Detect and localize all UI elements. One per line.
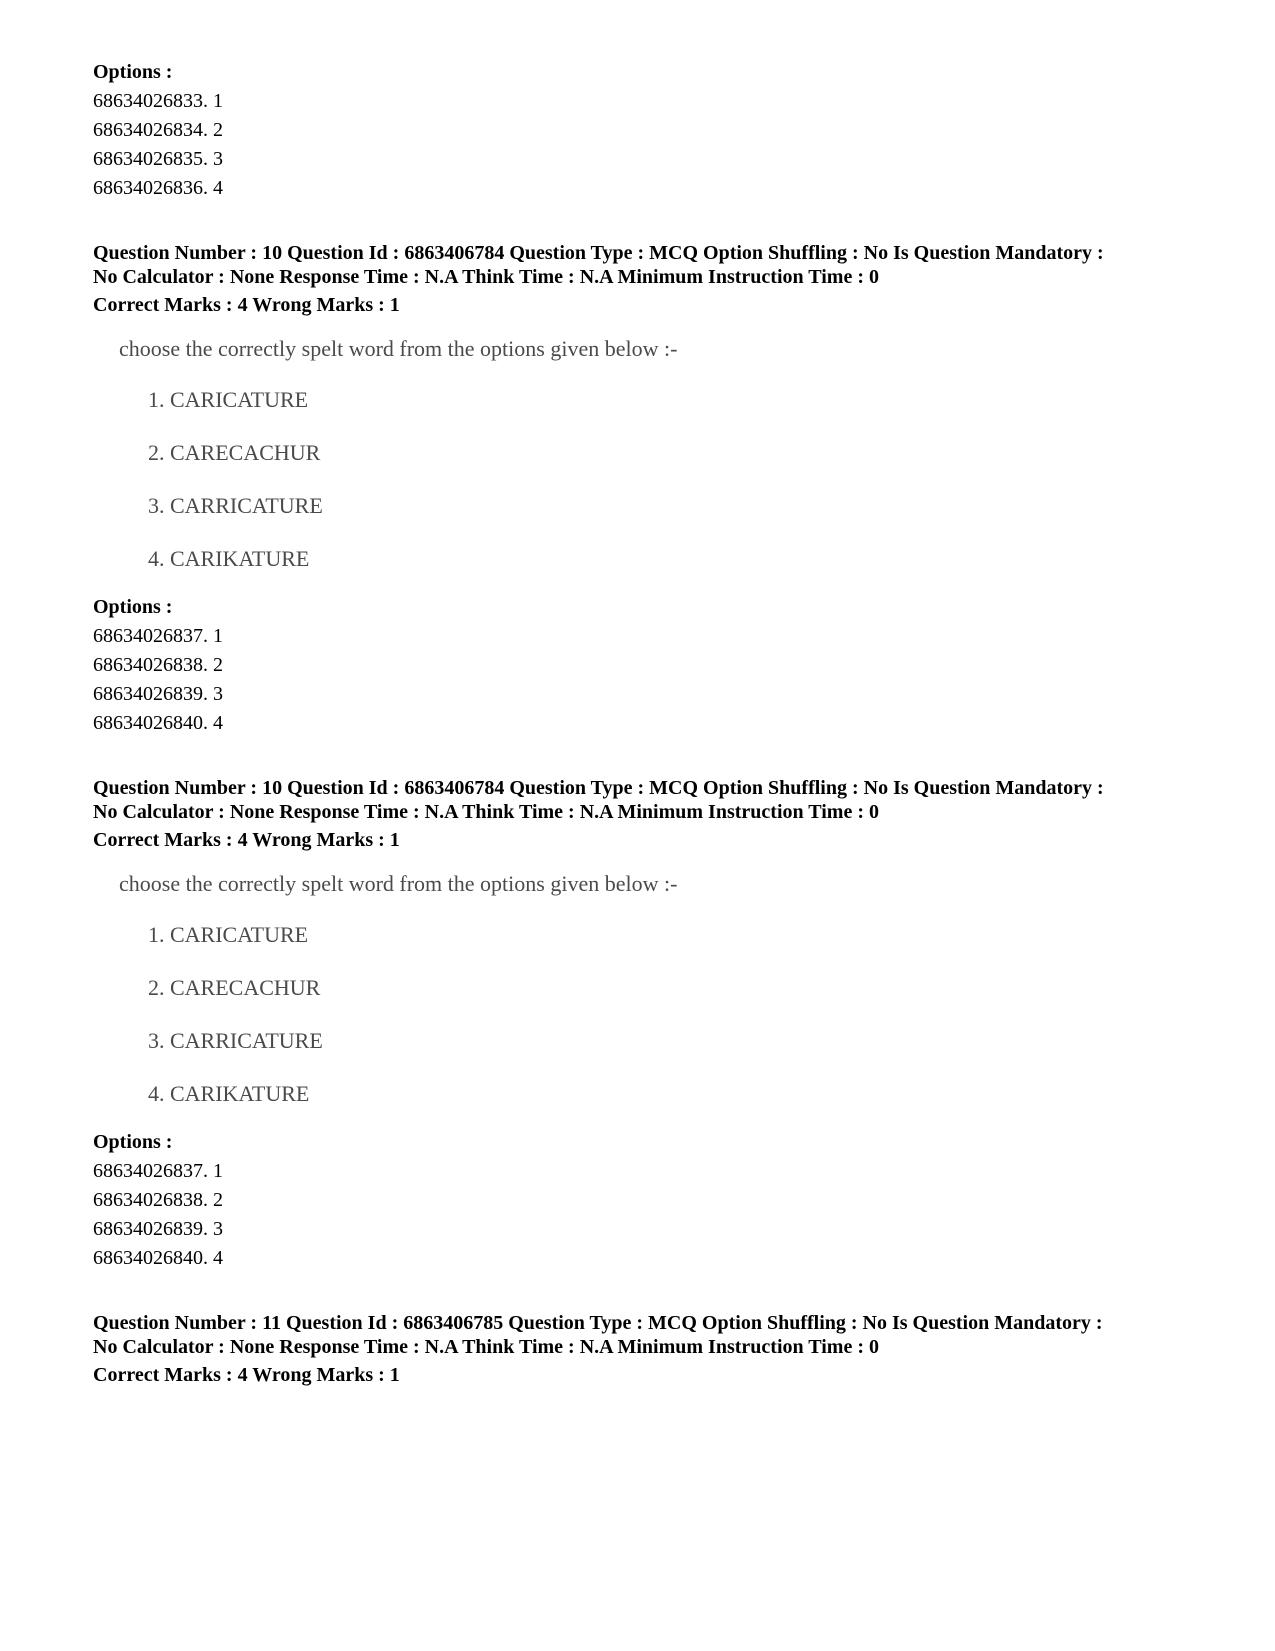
option-line: 68634026840. 4 bbox=[93, 712, 223, 734]
options-title: Options : bbox=[93, 1131, 173, 1153]
options-title: Options : bbox=[93, 61, 173, 83]
question-choice: 4. CARIKATURE bbox=[148, 1081, 310, 1106]
question-header-line: Question Number : 11 Question Id : 6863406785 Question Type : MCQ Option Shuffling : No Is Question Mandatory : bbox=[93, 1312, 1103, 1334]
option-line: 68634026839. 3 bbox=[93, 1218, 223, 1240]
question-marks: Correct Marks : 4 Wrong Marks : 1 bbox=[93, 1364, 400, 1386]
option-line: 68634026839. 3 bbox=[93, 683, 223, 705]
question-image bbox=[113, 871, 753, 1121]
option-line: 68634026840. 4 bbox=[93, 1247, 223, 1269]
top-options-block bbox=[93, 58, 1193, 203]
question-header-line: No Calculator : None Response Time : N.A Think Time : N.A Minimum Instruction Time : 0 bbox=[93, 801, 879, 823]
option-line: 68634026835. 3 bbox=[93, 148, 223, 170]
options-block bbox=[93, 1128, 1193, 1273]
question-choice: 1. CARICATURE bbox=[148, 922, 309, 947]
question-header-line: No Calculator : None Response Time : N.A Think Time : N.A Minimum Instruction Time : 0 bbox=[93, 266, 879, 288]
question-header-line: Question Number : 10 Question Id : 6863406784 Question Type : MCQ Option Shuffling : No Is Question Mandatory : bbox=[93, 242, 1104, 264]
question-choice: 2. CARECACHUR bbox=[148, 440, 321, 465]
question-marks: Correct Marks : 4 Wrong Marks : 1 bbox=[93, 829, 400, 851]
question-image bbox=[113, 336, 753, 586]
question-header-line: No Calculator : None Response Time : N.A Think Time : N.A Minimum Instruction Time : 0 bbox=[93, 1336, 879, 1358]
question-choice: 4. CARIKATURE bbox=[148, 546, 310, 571]
question-header-block bbox=[93, 776, 1193, 852]
option-line: 68634026838. 2 bbox=[93, 1189, 223, 1211]
question-header-line: Question Number : 10 Question Id : 6863406784 Question Type : MCQ Option Shuffling : No Is Question Mandatory : bbox=[93, 777, 1104, 799]
option-line: 68634026838. 2 bbox=[93, 654, 223, 676]
question-header-block bbox=[93, 1311, 1193, 1387]
question-marks: Correct Marks : 4 Wrong Marks : 1 bbox=[93, 294, 400, 316]
question-choice: 3. CARRICATURE bbox=[148, 1028, 323, 1053]
option-line: 68634026834. 2 bbox=[93, 119, 223, 141]
question-choice: 1. CARICATURE bbox=[148, 387, 309, 412]
question-stem: choose the correctly spelt word from the options given below :- bbox=[119, 336, 678, 361]
question-stem: choose the correctly spelt word from the options given below :- bbox=[119, 871, 678, 896]
option-line: 68634026833. 1 bbox=[93, 90, 223, 112]
options-title: Options : bbox=[93, 596, 173, 618]
option-line: 68634026837. 1 bbox=[93, 1160, 223, 1182]
question-choice: 2. CARECACHUR bbox=[148, 975, 321, 1000]
question-header-block bbox=[93, 241, 1193, 317]
options-block bbox=[93, 593, 1193, 738]
option-line: 68634026836. 4 bbox=[93, 177, 223, 199]
option-line: 68634026837. 1 bbox=[93, 625, 223, 647]
question-choice: 3. CARRICATURE bbox=[148, 493, 323, 518]
